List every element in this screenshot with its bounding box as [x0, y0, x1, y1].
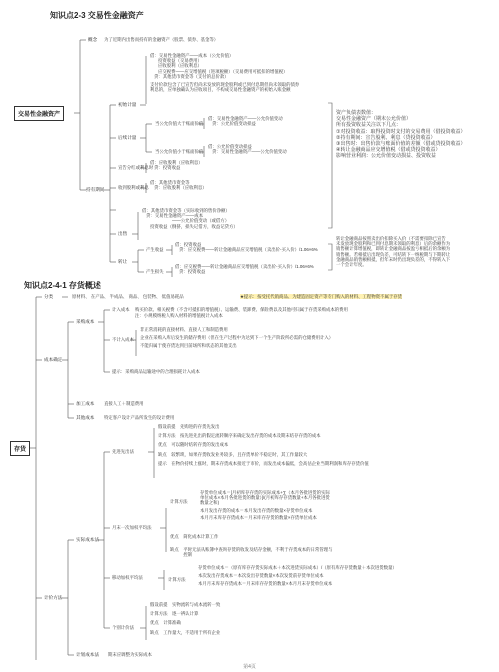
purchase-cost-label: 采购成本	[76, 319, 95, 324]
concept-label: 概念	[88, 37, 98, 42]
fv-down-line: 贷：交易性金融资产——公允价值变动	[212, 149, 287, 155]
fifo-hint: 在物价持续上涨时，期末存货成本接近于市价，而发出成本偏低，会高估企业当期利润和库存存货价值	[171, 460, 369, 466]
fv-down-label: 当公允价值小于账面价值	[155, 149, 204, 154]
classify-items: 原材料、 在产品、 半成品、 商品、 包装物、 低值易耗品	[72, 294, 184, 299]
classify-item: 商品	[128, 294, 138, 299]
processing-cost-text: 直接人工＋制造费用	[104, 401, 144, 406]
side-note-line: 未发放现金股利和已到付息期未领取的利息）后的余额作为	[336, 241, 451, 247]
moving-formula-line: 本次发出存货成本＝本次发出存货数量×本次发货前存货单位成本	[198, 573, 324, 579]
not-included-list	[140, 327, 333, 349]
plan-cost-label: 计划成本法	[76, 652, 99, 657]
monthly-cons-text: 平时无法从账簿中查询存货的收发及结存金额，不利于存货成本的日常管理与控制	[183, 547, 333, 558]
side-note-line: 转让金融商品按照卖出价扣除买入价（不需要扣除已宣告	[336, 236, 446, 241]
monthly-formula-line: 本月发出存货的成本＝本月发出存货的数量×存货单位成本	[200, 507, 313, 513]
moving-formula-list	[198, 565, 397, 587]
fv-down-entries	[208, 144, 287, 154]
side-note-line: 交易性金融资产（期末公允价值）	[336, 116, 412, 123]
initial-line: 利息的，应单独确认为应收项目，不构成交易性金融资产的初始入账金额	[150, 87, 291, 93]
individual-cons-label: 缺点	[150, 629, 159, 635]
other-cost-text: 特定客户设计产品所发生的设计费用	[104, 415, 175, 420]
cost-confirm-label: 成本确定	[44, 357, 63, 362]
fifo-pros: 可以随时结转存货的发出成本	[171, 442, 229, 448]
disposal-entries	[142, 208, 238, 229]
receive-label: 收到股利或利息	[118, 185, 149, 190]
initial-line: 贷：其他货币资金等（支付的总价款）	[154, 73, 229, 79]
transfer-label: 转让	[118, 259, 128, 264]
classify-item: 原材料	[72, 294, 86, 299]
not-included-line: 企业在采购入库后发生的储存费用（但在生产过程中为达到下一个生产阶段所必需的仓储费用计入）	[140, 335, 334, 341]
not-included-line: 非正常消耗的直接材料、直接人工和制造费用	[140, 327, 228, 332]
monthly-avg-label: 月末一次加权平均法	[112, 525, 152, 530]
disposal-label: 出售	[118, 231, 128, 236]
initial-line: 应收股利（应收利息）	[158, 63, 202, 69]
initial-label: 初始计量	[118, 102, 137, 107]
transfer-gain-line: 借：投资收益	[175, 242, 202, 247]
subsequent-label: 后续计量	[118, 135, 137, 140]
fv-up-line: 贷：公允价值变动损益	[212, 121, 256, 127]
declare-line: 贷：投资收益	[154, 165, 181, 171]
receive-line: 借：其他货币资金等	[150, 180, 190, 185]
classify-item: 低值易耗品	[161, 294, 184, 299]
initial-line: 支付价款包含了已宣告但尚未发放的现金股利或已到付息期但尚未领取的债券	[150, 82, 300, 88]
fifo-premise: 先购进的存货先发出	[179, 424, 220, 429]
transfer-gain-line: 贷：应交税费——转让金融商品应交增值税（卖出价-买入价）/1.06×6%	[179, 247, 318, 253]
plan-cost-text: 期末应调整为实际成本	[108, 652, 152, 657]
transfer-gain-label: 产生收益	[146, 247, 164, 252]
fv-up-entries	[208, 116, 283, 126]
monthly-formula-line: 本月月末库存存货成本＝月末库存存货的数量×存货单位成本	[200, 514, 317, 520]
disposal-line: 投资收益（倒挤，损失记借方，收益记贷方）	[150, 223, 238, 229]
page-number: 第4页	[243, 664, 256, 670]
side-note-line: 金融商品销售额相抵，但年末时仍出现负差的，不得转入下	[336, 256, 451, 262]
receive-entries	[150, 180, 207, 190]
valuation-label: 计价方法	[44, 595, 63, 600]
transfer-loss-line: 贷：投资收益	[179, 269, 206, 275]
concept-text: 为了近期内出售而持有的金融资产（股票、债券、基金等）	[104, 37, 219, 42]
classify-item: 半成品	[109, 294, 123, 299]
measurement-label: 持有期间	[86, 187, 105, 192]
root-node-inventory: 存货	[10, 441, 30, 456]
side-note-line: 所有投资收益关注以下几点：	[336, 122, 402, 129]
side-note-line: 资产负债表数值：	[336, 110, 377, 116]
transfer-loss-line: 借：应交税费——转让金融商品应交增值税（卖出价-买入价）/1.06×6%	[175, 264, 314, 269]
fv-down-line: 借：公允价值变动损益	[208, 144, 252, 149]
disposal-line: 贷：交易性金融资产——成本	[146, 213, 204, 219]
side-note-transfer-vat	[336, 236, 450, 267]
fv-up-label: 当公允价值大于账面价值	[155, 121, 204, 126]
individual-details	[150, 602, 220, 635]
included-cost-label: 计入成本	[112, 307, 130, 312]
side-note-line: ④转让金融商品应交增值税（借或贷投资收益）	[336, 147, 441, 154]
declare-line: 借：应收股利（应收利息）	[150, 160, 203, 165]
other-cost-label: 其他成本	[76, 415, 95, 420]
declare-label: 宣告分红或利息时	[118, 165, 154, 170]
fv-up-line: 借：交易性金融资产——公允价值变动	[208, 116, 283, 121]
monthly-formula-label: 计算方法	[170, 499, 188, 504]
classify-item: 在产品	[90, 294, 104, 299]
individual-cons: 工作量大，不适用于所有企业	[163, 629, 221, 635]
classify-star-note: ★提示：按受托代销商品、为建造固定资产等专门购入的材料、工程物资不属于存货	[240, 294, 403, 299]
initial-line: 借：交易性金融资产——成本（公允价值）	[150, 53, 234, 58]
side-note-investment-income	[336, 110, 466, 160]
not-included-line: 不能归属于使存货达到目前场所和状态的其他支出	[140, 343, 237, 349]
fifo-pros-label: 优点	[158, 442, 167, 448]
receive-line: 贷：应收股利（应收利息）	[154, 185, 207, 191]
disposal-line: 借：其他货币资金等（实际收到的售价净额）	[142, 208, 230, 213]
purchase-price-text: 购买价款、相关税费（不含可抵扣的增值税）、运输费、装卸费、保险费以及其他可归属于存货采购成本的费用	[135, 307, 348, 312]
initial-line: 投资收益（交易费用）	[158, 58, 202, 64]
moving-formula-line: 存货单位成本＝（原有库存存货实际成本＋本次进货实际成本）/（原有库存存货数量＋本次进货数量）	[198, 565, 397, 570]
classify-item: 包装物	[142, 294, 157, 299]
side-note-line: 销售额。若相抵后出现负差，可结转下一纳税期与下期转让	[336, 251, 451, 257]
moving-formula-line: 本月月末库存存货成本＝月末库存存货的数量×本月月末存货单位成本	[198, 581, 333, 587]
fifo-calc: 按先进先出的假定流转顺序来确定发出存货的成本及期末结存存货的成本	[179, 433, 321, 439]
individual-premise: 实物流转与成本流转一致	[171, 602, 221, 607]
side-note-line: 影响营业利润：公允价值变动损益、投资收益	[336, 153, 437, 160]
purchase-note: 注：小规模纳税人购入材料的增值税计入成本	[135, 313, 223, 318]
transfer-gain-entries	[175, 242, 318, 252]
monthly-pros	[170, 534, 218, 539]
purchase-tip: 提示：采购商品运输途中的合理损耗计入成本	[112, 369, 200, 374]
fifo-cons: 较繁琐，如果存货收发业务较多，且存货单价不稳定时，其工作量较大	[171, 451, 308, 457]
side-note-line: 一个会计年度。	[336, 262, 367, 268]
processing-cost-label: 加工成本	[76, 401, 95, 406]
monthly-formula-list	[200, 490, 330, 520]
section2-heading: 知识点2-4-1 存货概述	[24, 281, 101, 290]
actual-cost-label: 实际成本法	[76, 537, 99, 542]
individual-pros-label: 优点	[150, 620, 159, 626]
monthly-cons	[170, 547, 333, 557]
side-note-line: ①对投资收益：取得投资时支付的交易费用（借投资收益）	[336, 128, 466, 135]
initial-line: 应交税费——应交增值税（进项税额）（交易费用可抵扣的增值税）	[158, 68, 288, 74]
monthly-formula-line: 存货单位成本＝[月初库存存货的实际成本+∑（本月各批进货的实际单位成本×本月各批进货的数量）]/(月初库存存货数量+本月各批进货数量之和)	[200, 490, 330, 506]
monthly-pros-label: 优点	[170, 534, 179, 539]
individual-label: 个别计价法	[112, 625, 134, 630]
monthly-pros-text: 简化成本计算工作	[183, 534, 219, 539]
not-included-label: 不计入成本	[112, 337, 134, 342]
fifo-hint-label: 提示	[158, 460, 167, 466]
individual-calc-label: 计算方法	[150, 611, 168, 617]
fifo-label: 先进先出法	[112, 449, 134, 454]
declare-entries	[150, 160, 203, 170]
fifo-premise-label: 假设前提	[158, 424, 176, 429]
fifo-calc-label: 计算方法	[158, 433, 176, 439]
moving-formula-label: 计算方法	[168, 577, 186, 582]
initial-entries	[150, 53, 299, 92]
transfer-loss-label: 产生损失	[146, 269, 164, 274]
moving-avg-label: 移动加权平均法	[112, 575, 143, 580]
disposal-line: ——公允价值变动（或借方）	[172, 218, 230, 224]
individual-pros: 计算准确	[163, 620, 181, 626]
side-note-line: ②持有期间：宣告股利、利息（贷投资收益）	[336, 134, 436, 141]
transfer-loss-entries	[175, 264, 314, 274]
section1-heading: 知识点2-3 交易性金融资产	[50, 11, 144, 20]
side-note-line: ③出售时：出售价款与账面价值的差额（借或贷投资收益）	[336, 141, 466, 148]
individual-premise-label: 假设前提	[150, 602, 168, 607]
fifo-details	[158, 424, 369, 466]
root-node-trading-assets: 交易性金融资产	[14, 106, 64, 121]
classify-label: 分类	[44, 294, 54, 299]
monthly-cons-label: 缺点	[170, 547, 179, 552]
individual-calc: 逐一辨认计算	[171, 611, 199, 617]
fifo-cons-label: 缺点	[158, 451, 167, 457]
side-note-line: 销售额计算增值税，即转让金融商品按盈亏相抵后的余额为	[336, 246, 451, 252]
